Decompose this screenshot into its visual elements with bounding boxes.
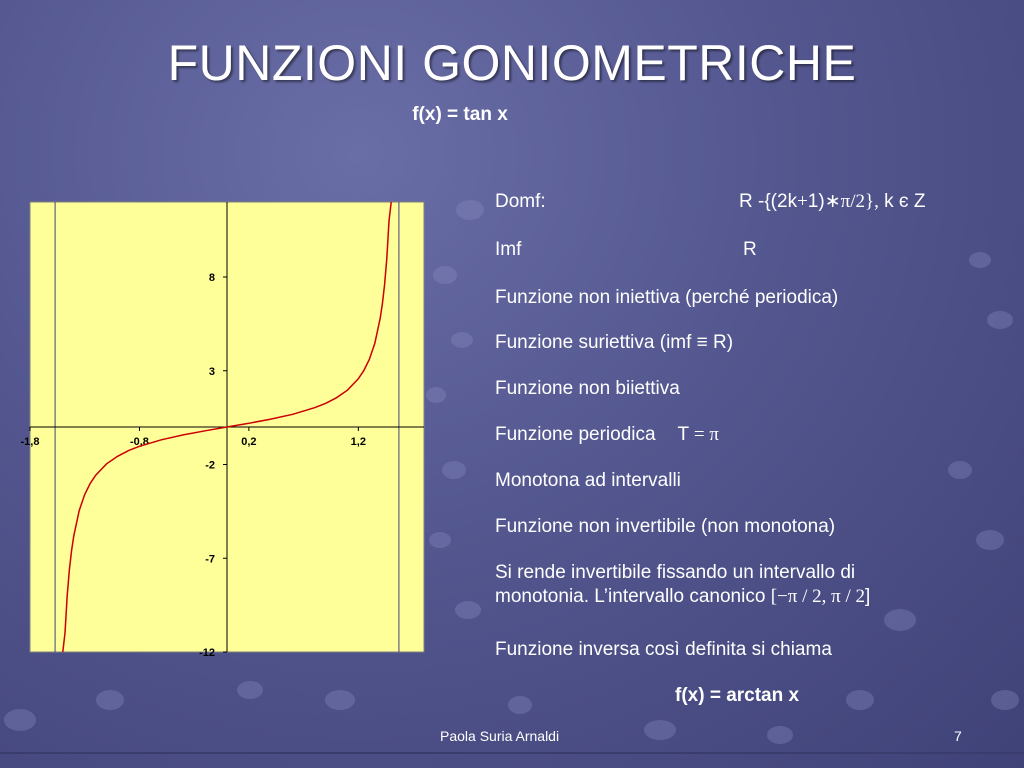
domain-row [495,190,926,213]
arctan-formula: f(x) = arctan x [675,685,800,706]
invertible-line-1: Si rende invertibile fissando un intervallo di [495,562,856,583]
non-bijective-line: Funzione non biiettiva [495,378,680,399]
image-label: Imf [495,239,522,260]
chart-svg [20,200,428,659]
slide-title: FUNZIONI GONIOMETRICHE [167,35,857,91]
y-tick-label: 3 [208,365,215,378]
x-tick-label: 1,2 [350,436,366,448]
periodic-line: Funzione periodica T = π [495,424,719,445]
footer-author: Paola Suria Arnaldi [440,728,560,744]
image-value: R [743,239,757,260]
page-number: 7 [954,728,962,744]
non-invertible-line: Funzione non invertibile (non monotona) [495,516,836,537]
domain-label: Domf: [495,191,546,212]
x-tick-label: -0,8 [129,436,149,448]
tan-chart [20,200,428,659]
x-tick-label: 0,2 [241,436,257,448]
slide-subtitle: f(x) = tan x [412,104,508,125]
x-tick-label: -1,8 [20,436,40,448]
domain-value: R -{(2k+1)∗π/2}, k є Z [739,191,926,212]
y-tick-label: -7 [205,553,215,566]
footer-divider [0,752,1024,754]
non-injective-line: Funzione non iniettiva (perché periodica) [495,287,839,308]
y-tick-label: 8 [208,272,215,284]
invertible-line-2: monotonia. L’intervallo canonico [−π / 2, π / 2] [495,586,871,607]
y-tick-label: -12 [199,647,215,659]
surjective-line: Funzione suriettiva (imf ≡ R) [495,332,734,353]
image-row [495,238,757,261]
y-tick-label: -2 [205,459,215,472]
monotone-line: Monotona ad intervalli [495,470,681,491]
inverse-line: Funzione inversa così definita si chiama [495,639,832,660]
